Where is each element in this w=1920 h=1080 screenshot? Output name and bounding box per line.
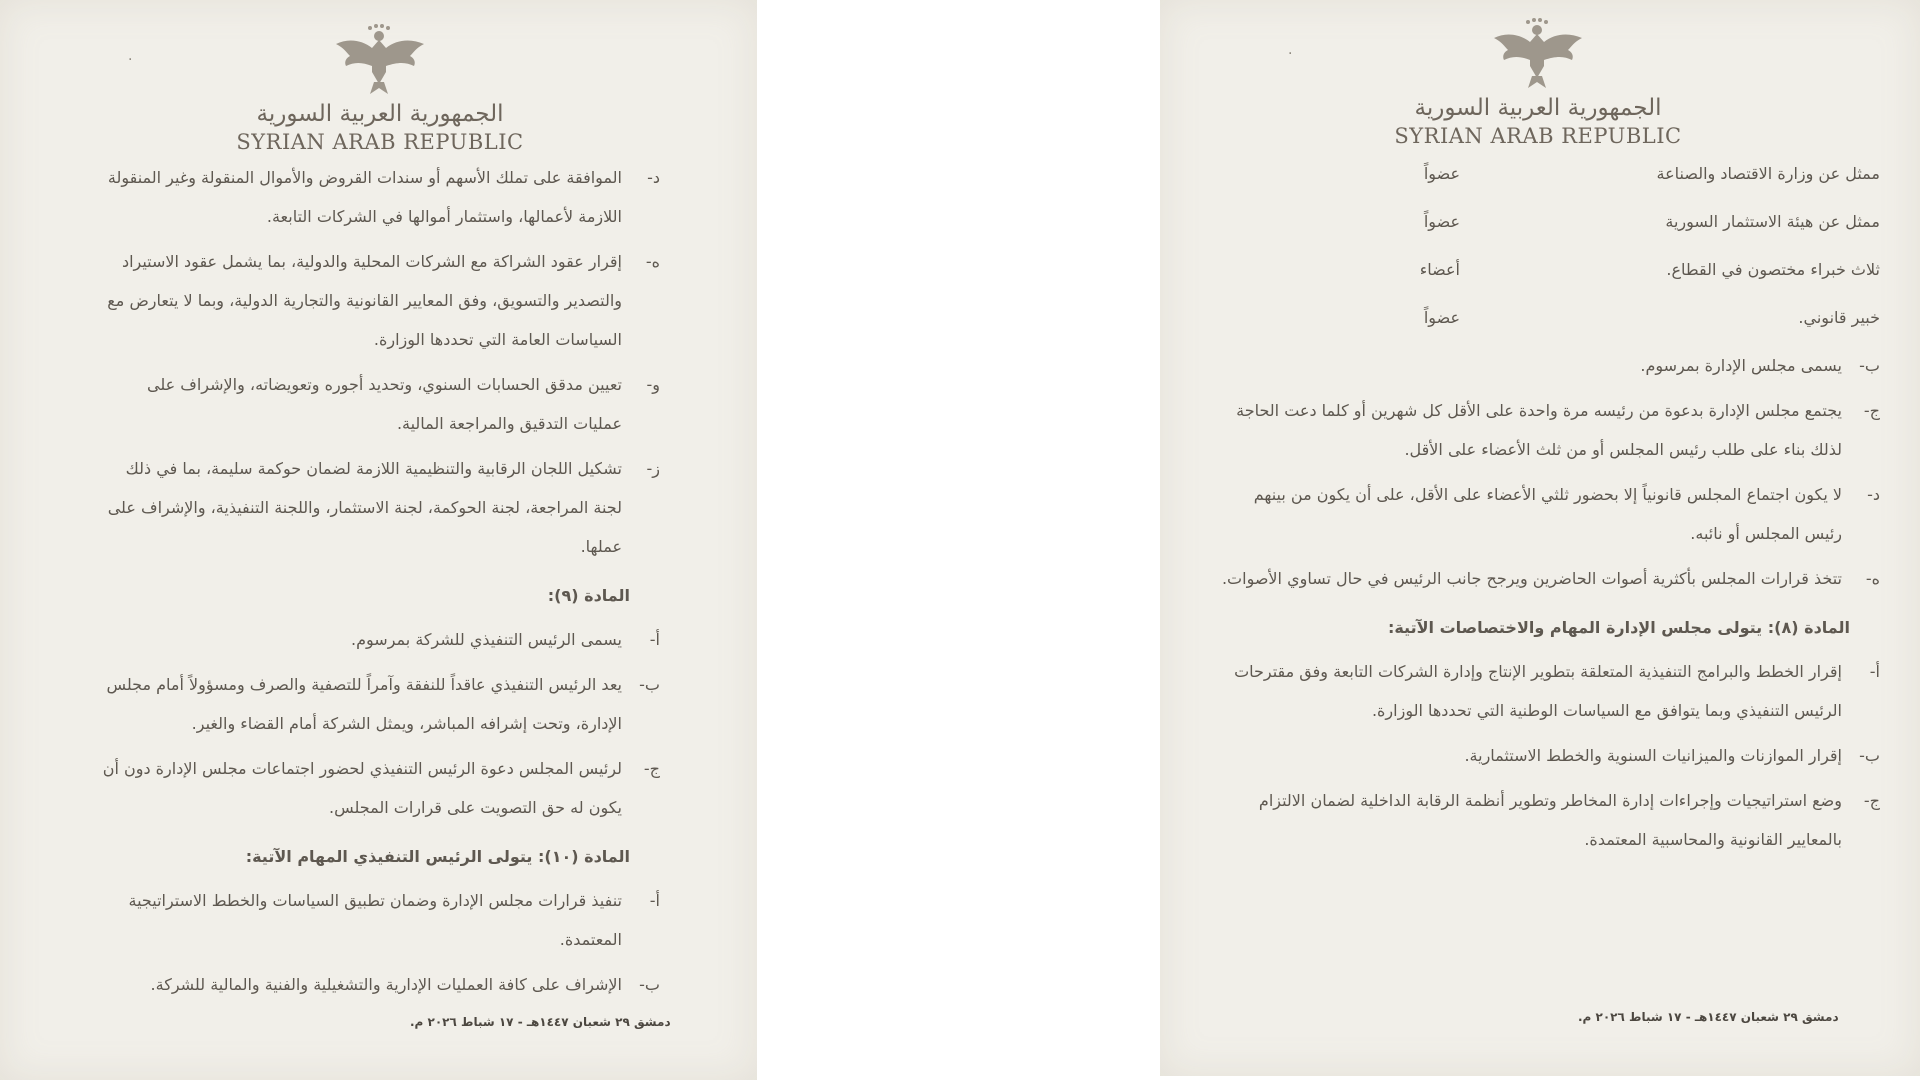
clause-mark: أ-	[1869, 662, 1880, 681]
page-header	[200, 22, 560, 156]
clause-text: الإشراف على كافة العمليات الإدارية والتشغيلية والفنية والمالية للشركة.	[150, 975, 622, 994]
document-page-right	[1160, 0, 1920, 1076]
article-heading: المادة (٩):	[547, 586, 630, 605]
clause-text: تشكيل اللجان الرقابية والتنظيمية اللازمة لضمان حوكمة سليمة، بما في ذلك لجنة المراجعة، لجنة الحوكمة، لجنة الاستثمار، واللجنة التنفيذية، والإشراف على عملها.	[107, 459, 622, 556]
clause-item	[1220, 736, 1880, 775]
page-mark: ·	[1288, 46, 1293, 62]
clause-mark: ج-	[1863, 401, 1880, 420]
header-title-english: SYRIAN ARAB REPUBLIC	[1394, 124, 1682, 148]
clause-item	[1220, 475, 1880, 553]
board-member-row	[1220, 294, 1880, 342]
header-title-english: SYRIAN ARAB REPUBLIC	[236, 130, 524, 154]
board-member-row	[1220, 246, 1880, 294]
clause-mark: ج-	[643, 759, 660, 778]
clause-mark: ب-	[1859, 356, 1880, 375]
clause-mark: ج-	[1863, 791, 1880, 810]
clause-mark: ه-	[1865, 569, 1880, 588]
clause-item	[1220, 346, 1880, 385]
clause-text: يسمى الرئيس التنفيذي للشركة بمرسوم.	[351, 630, 622, 649]
clause-text: لا يكون اجتماع المجلس قانونياً إلا بحضور ثلثي الأعضاء على الأقل، على أن يكون من بينهم رئيس المجلس أو نائبه.	[1253, 485, 1842, 543]
document-body	[1220, 150, 1880, 865]
clause-mark: أ-	[649, 630, 660, 649]
clause-item	[100, 620, 660, 659]
clause-text: إقرار عقود الشراكة مع الشركات المحلية والدولية، بما يشمل عقود الاستيراد والتصدير والتسويق، وفق المعايير القانونية والتجارية الدولية، وبما لا يتعارض مع السياسات العامة التي تحددها الوزارة.	[107, 252, 622, 349]
clause-mark: ب-	[1859, 746, 1880, 765]
article-heading: المادة (٨): يتولى مجلس الإدارة المهام والاختصاصات الآتية:	[1387, 618, 1850, 637]
clause-item	[100, 665, 660, 743]
member-status: عضواً	[1423, 164, 1460, 183]
document-date: دمشق ٢٩ شعبان ١٤٤٧هـ - ١٧ شباط ٢٠٢٦ م.	[1578, 1010, 1839, 1024]
clause-item	[100, 242, 660, 359]
member-role: ممثل عن وزارة الاقتصاد والصناعة	[1656, 164, 1880, 183]
clause-item	[100, 158, 660, 236]
eagle-emblem-icon	[332, 22, 428, 98]
clause-text: إقرار الخطط والبرامج التنفيذية المتعلقة بتطوير الإنتاج وإدارة الشركات التابعة وفق مقترحات الرئيس التنفيذي وبما يتوافق مع السياسات الوطنية التي تحددها الوزارة.	[1234, 662, 1842, 720]
clause-mark: ب-	[639, 975, 660, 994]
clause-mark: ه-	[645, 252, 660, 271]
clause-mark: و-	[646, 375, 660, 394]
member-status: عضواً	[1423, 308, 1460, 327]
clause-text: يجتمع مجلس الإدارة بدعوة من رئيسه مرة واحدة على الأقل كل شهرين أو كلما دعت الحاجة لذلك بناء على طلب رئيس المجلس أو من ثلث الأعضاء على الأقل.	[1236, 401, 1842, 459]
clause-item	[1220, 559, 1880, 598]
clause-item	[1220, 391, 1880, 469]
clause-text: تنفيذ قرارات مجلس الإدارة وضمان تطبيق السياسات والخطط الاستراتيجية المعتمدة.	[128, 891, 622, 949]
clause-mark: د-	[1867, 485, 1880, 504]
member-status: عضواً	[1423, 212, 1460, 231]
clause-text: تتخذ قرارات المجلس بأكثرية أصوات الحاضرين ويرجح جانب الرئيس في حال تساوي الأصوات.	[1221, 569, 1842, 588]
header-title-arabic: الجمهورية العربية السورية	[256, 101, 504, 127]
clause-text: يعد الرئيس التنفيذي عاقداً للنفقة وآمراً للتصفية والصرف ومسؤولاً أمام مجلس الإدارة، وتحت إشرافه المباشر، ويمثل الشركة أمام القضاء والغير.	[106, 675, 622, 733]
clause-item	[100, 365, 660, 443]
clause-mark: ب-	[639, 675, 660, 694]
clause-item	[100, 449, 660, 566]
clause-mark: أ-	[649, 891, 660, 910]
clause-text: وضع استراتيجيات وإجراءات إدارة المخاطر وتطوير أنظمة الرقابة الداخلية لضمان الالتزام بالمعايير القانونية والمحاسبية المعتمدة.	[1258, 791, 1842, 849]
clause-item	[1220, 781, 1880, 859]
clause-mark: ز-	[646, 459, 660, 478]
clause-text: إقرار الموازنات والميزانيات السنوية والخطط الاستثمارية.	[1464, 746, 1842, 765]
clause-text: يسمى مجلس الإدارة بمرسوم.	[1640, 356, 1842, 375]
member-status: أعضاء	[1419, 260, 1460, 279]
clause-mark: د-	[647, 168, 660, 187]
clause-text: تعيين مدقق الحسابات السنوي، وتحديد أجوره وتعويضاته، والإشراف على عمليات التدقيق والمراجعة المالية.	[147, 375, 622, 433]
clause-item	[100, 749, 660, 827]
clause-item	[1220, 652, 1880, 730]
header-title-arabic: الجمهورية العربية السورية	[1414, 95, 1662, 121]
member-role: خبير قانوني.	[1798, 308, 1880, 327]
page-header	[1358, 16, 1718, 150]
member-role: ممثل عن هيئة الاستثمار السورية	[1665, 212, 1880, 231]
clause-item	[100, 965, 660, 1004]
clause-text: الموافقة على تملك الأسهم أو سندات القروض والأموال المنقولة وغير المنقولة اللازمة لأعمالها، واستثمار أموالها في الشركات التابعة.	[107, 168, 622, 226]
member-role: ثلاث خبراء مختصون في القطاع.	[1666, 260, 1880, 279]
document-page-left	[0, 0, 757, 1080]
document-body	[100, 158, 660, 1010]
clause-text: لرئيس المجلس دعوة الرئيس التنفيذي لحضور اجتماعات مجلس الإدارة دون أن يكون له حق التصويت على قرارات المجلس.	[102, 759, 622, 817]
board-member-row	[1220, 150, 1880, 198]
eagle-emblem-icon	[1490, 16, 1586, 92]
article-heading: المادة (١٠): يتولى الرئيس التنفيذي المهام الآتية:	[245, 847, 630, 866]
document-date: دمشق ٢٩ شعبان ١٤٤٧هـ - ١٧ شباط ٢٠٢٦ م.	[410, 1015, 671, 1029]
page-mark: ·	[128, 52, 133, 68]
board-member-row	[1220, 198, 1880, 246]
clause-item	[100, 881, 660, 959]
